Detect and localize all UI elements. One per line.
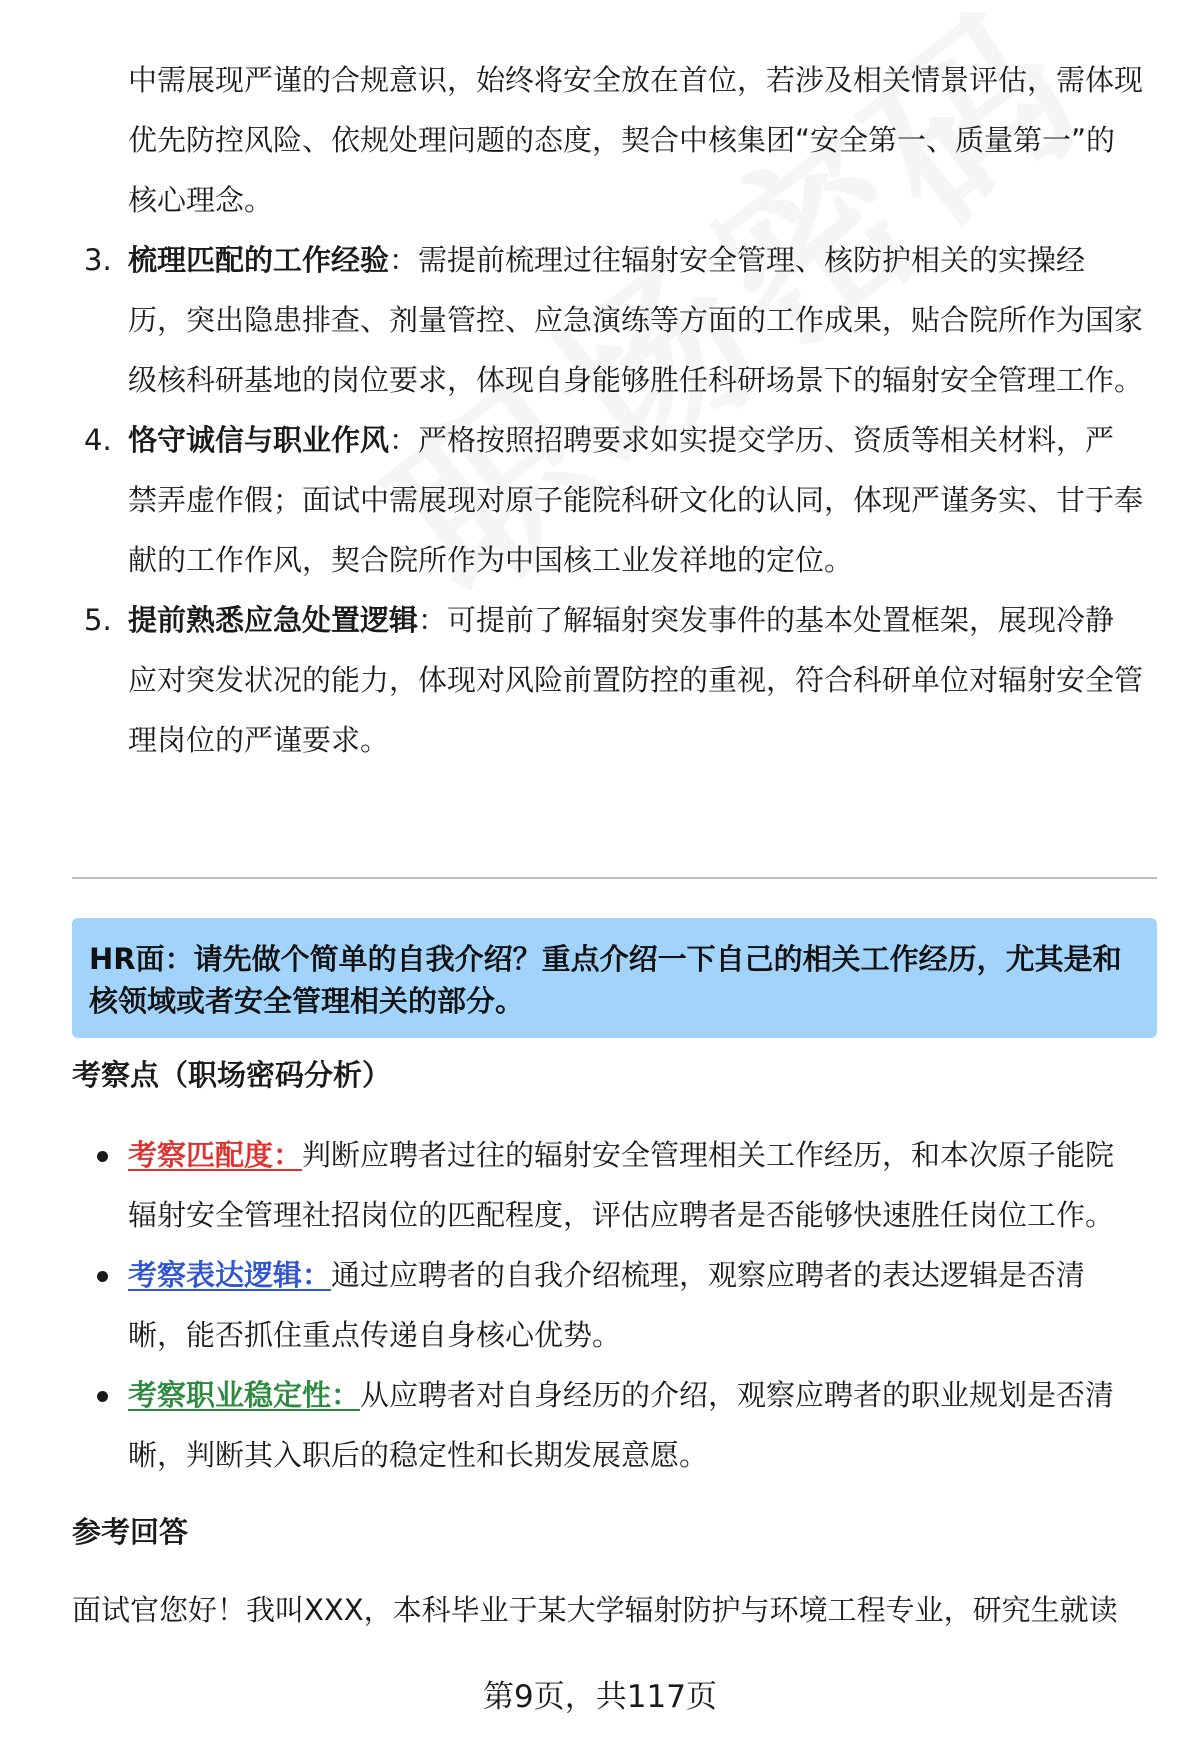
list-item bbox=[0, 1245, 1143, 1365]
interview-question-box bbox=[72, 918, 1157, 1038]
reference-answer: 面试官您好！我叫XXX，本科毕业于某大学辐射防护与环境工程专业，研究生就读 bbox=[72, 1593, 1118, 1627]
item-number: 3. bbox=[84, 243, 112, 277]
item-number: 5. bbox=[84, 603, 112, 637]
assessment-body: 判断应聘者过往的辐射安全管理相关工作经历，和本次原子能院辐射安全管理社招岗位的匹配程度，评估应聘者是否能够快速胜任岗位工作。 bbox=[128, 1138, 1115, 1232]
assessment-tag: 考察表达逻辑： bbox=[128, 1258, 332, 1292]
numbered-tips-list bbox=[0, 230, 1200, 770]
list-item bbox=[0, 1365, 1143, 1485]
bullet-icon bbox=[97, 1271, 108, 1282]
list-item bbox=[0, 1125, 1143, 1245]
question-text: HR面：请先做个简单的自我介绍？重点介绍一下自己的相关工作经历，尤其是和核领域或者安全管理相关的部分。 bbox=[89, 942, 1122, 1018]
assessment-tag: 考察职业稳定性： bbox=[128, 1378, 361, 1412]
reference-heading: 参考回答 bbox=[72, 1515, 189, 1549]
assessment-points-list bbox=[0, 1125, 1143, 1485]
list-item bbox=[0, 590, 1143, 770]
item-title: 提前熟悉应急处置逻辑 bbox=[128, 603, 419, 637]
item-title: 恪守诚信与职业作风 bbox=[128, 423, 390, 457]
section-divider bbox=[72, 877, 1157, 879]
assessment-body: 通过应聘者的自我介绍梳理，观察应聘者的表达逻辑是否清晰，能否抓住重点传递自身核心优势。 bbox=[128, 1258, 1086, 1352]
continued-paragraph: 中需展现严谨的合规意识，始终将安全放在首位，若涉及相关情景评估，需体现优先防控风险、依规处理问题的态度，契合中核集团“安全第一、质量第一”的核心理念。 bbox=[128, 63, 1144, 217]
item-body: ：需提前梳理过往辐射安全管理、核防护相关的实操经历，突出隐患排查、剂量管控、应急演练等方面的工作成果，贴合院所作为国家级核科研基地的岗位要求，体现自身能够胜任科研场景下的辐射安全管理工作。 bbox=[128, 243, 1144, 397]
item-body: ：严格按照招聘要求如实提交学历、资质等相关材料，严禁弄虚作假；面试中需展现对原子能院科研文化的认同，体现严谨务实、甘于奉献的工作作风，契合院所作为中国核工业发祥地的定位。 bbox=[128, 423, 1144, 577]
assessment-body: 从应聘者对自身经历的介绍，观察应聘者的职业规划是否清晰，判断其入职后的稳定性和长期发展意愿。 bbox=[128, 1378, 1115, 1472]
list-item bbox=[0, 230, 1143, 410]
assessment-tag: 考察匹配度： bbox=[128, 1138, 303, 1172]
item-title: 梳理匹配的工作经验 bbox=[128, 243, 390, 277]
assessment-heading: 考察点（职场密码分析） bbox=[72, 1058, 392, 1092]
bullet-icon bbox=[97, 1151, 108, 1162]
item-number: 4. bbox=[84, 423, 112, 457]
item-body: ：可提前了解辐射突发事件的基本处置框架，展现冷静应对突发状况的能力，体现对风险前置防控的重视，符合科研单位对辐射安全管理岗位的严谨要求。 bbox=[128, 603, 1144, 757]
bullet-icon bbox=[97, 1391, 108, 1402]
list-item bbox=[0, 410, 1143, 590]
page-footer: 第9页，共117页 bbox=[483, 1679, 717, 1715]
